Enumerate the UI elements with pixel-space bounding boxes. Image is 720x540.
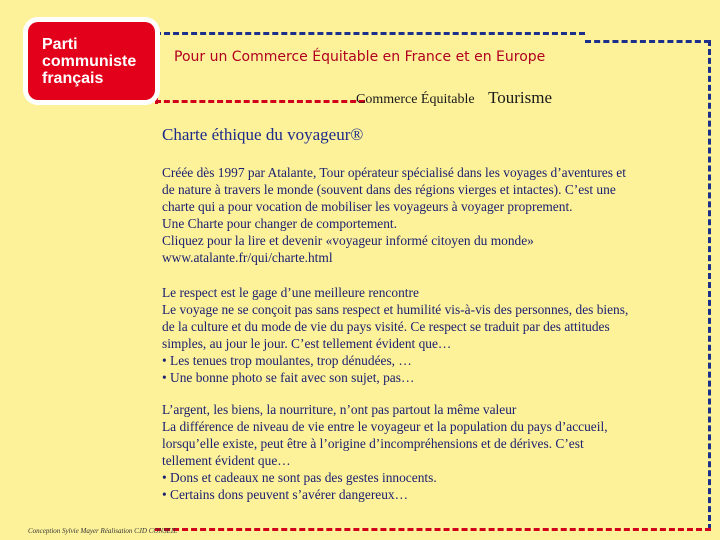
breadcrumb [356, 88, 552, 108]
text-line: La différence de niveau de vie entre le voyageur et la population du pays d’accueil, [162, 419, 608, 434]
frame-left-dashed-line [155, 32, 158, 104]
bullet-item: • Certains dons peuvent s’avérer dangereux… [162, 487, 409, 502]
frame-right-dashed-line [708, 40, 711, 530]
footer-credit: Conception Sylvie Mayer Réalisation CJD CONSEIL [28, 527, 178, 535]
charter-link[interactable]: www.atalante.fr/qui/charte.html [162, 250, 333, 265]
page-title: Pour un Commerce Équitable en France et en Europe [174, 49, 546, 65]
paragraph-charter-intro [162, 164, 702, 266]
text-line: Créée dès 1997 par Atalante, Tour opérateur spécialisé dans les voyages d’aventures et [162, 165, 626, 180]
frame-top-dashed-line [155, 32, 585, 35]
text-line: de nature à travers le monde (souvent dans des régions vierges et intactes). C’est une [162, 182, 616, 197]
logo-line: communiste [42, 52, 137, 70]
bullet-item: • Dons et cadeaux ne sont pas des gestes innocents. [162, 470, 437, 485]
bullet-item: • Les tenues trop moulantes, trop dénudées, … [162, 353, 412, 368]
logo-line: Parti [42, 35, 78, 53]
text-line: charte qui a pour vocation de mobiliser les voyageurs à voyager proprement. [162, 199, 573, 214]
party-logo [28, 22, 155, 100]
paragraph-money [162, 401, 702, 503]
paragraph-heading: Le respect est le gage d’une meilleure rencontre [162, 285, 419, 300]
section-title: Charte éthique du voyageur® [162, 125, 364, 144]
text-line: de la culture et du mode de vie du pays visité. Ce respect se traduit par des attitudes [162, 319, 610, 334]
breadcrumb-item-tourisme[interactable]: Tourisme [488, 88, 553, 107]
text-line: Le voyage ne se conçoit pas sans respect et humilité vis-à-vis des personnes, des biens, [162, 302, 629, 317]
text-line: tellement évident que… [162, 453, 291, 468]
frame-divider-dashed-line [155, 100, 365, 103]
text-line: Une Charte pour changer de comportement. [162, 216, 397, 231]
logo-line: français [42, 69, 104, 87]
text-line: simples, au jour le jour. C’est tellement évident que… [162, 336, 452, 351]
frame-top-right-dashed-line [585, 40, 710, 43]
bullet-item: • Une bonne photo se fait avec son sujet, pas… [162, 370, 415, 385]
text-line: Cliquez pour la lire et devenir «voyageur informé citoyen du monde» [162, 233, 534, 248]
paragraph-respect [162, 284, 702, 386]
breadcrumb-item-commerce[interactable]: Commerce Équitable [356, 92, 475, 107]
frame-bottom-dashed-line [155, 528, 711, 531]
text-line: lorsqu’elle existe, peut être à l’origine d’incompréhensions et de dérives. C’est [162, 436, 584, 451]
paragraph-heading: L’argent, les biens, la nourriture, n’ont pas partout la même valeur [162, 402, 517, 417]
